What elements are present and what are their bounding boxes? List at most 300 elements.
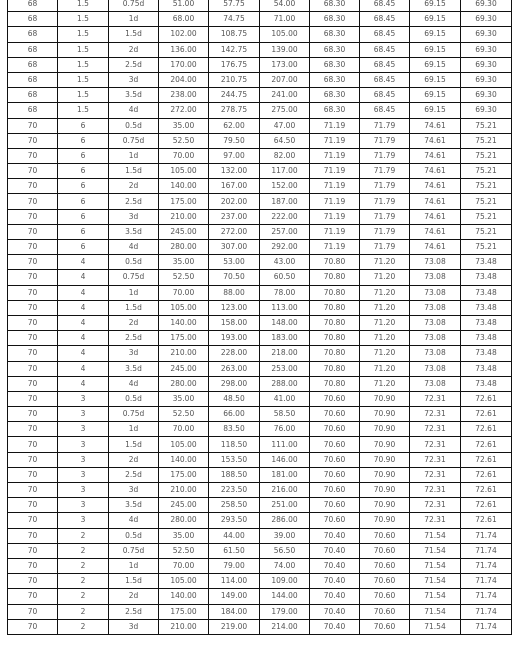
table-cell: 3d xyxy=(109,346,159,361)
table-cell: 71.74 xyxy=(461,589,512,604)
table-cell: 228.00 xyxy=(209,346,260,361)
table-cell: 218.00 xyxy=(260,346,310,361)
table-cell: 70.80 xyxy=(310,255,360,270)
table-cell: 70.60 xyxy=(310,513,360,528)
table-cell: 288.00 xyxy=(260,376,310,391)
table-cell: 1d xyxy=(109,558,159,573)
table-cell: 71.19 xyxy=(310,209,360,224)
table-cell: 74.61 xyxy=(410,179,461,194)
table-cell: 68 xyxy=(8,103,58,118)
table-cell: 193.00 xyxy=(209,331,260,346)
table-cell: 41.00 xyxy=(260,391,310,406)
table-cell: 70.80 xyxy=(310,361,360,376)
table-cell: 70.60 xyxy=(310,483,360,498)
table-cell: 2 xyxy=(58,558,109,573)
table-cell: 74.61 xyxy=(410,164,461,179)
table-cell: 70.40 xyxy=(310,528,360,543)
table-cell: 298.00 xyxy=(209,376,260,391)
table-cell: 3 xyxy=(58,483,109,498)
table-cell: 71.20 xyxy=(360,361,410,376)
table-cell: 73.08 xyxy=(410,285,461,300)
table-cell: 68.30 xyxy=(310,0,360,12)
table-cell: 3 xyxy=(58,513,109,528)
table-cell: 280.00 xyxy=(159,376,209,391)
table-cell: 70 xyxy=(8,558,58,573)
table-row xyxy=(8,528,512,543)
table-cell: 105.00 xyxy=(159,164,209,179)
table-cell: 79.00 xyxy=(209,558,260,573)
table-row xyxy=(8,255,512,270)
table-cell: 72.61 xyxy=(461,483,512,498)
table-cell: 73.08 xyxy=(410,300,461,315)
table-cell: 184.00 xyxy=(209,604,260,619)
table-cell: 72.31 xyxy=(410,483,461,498)
table-cell: 69.30 xyxy=(461,42,512,57)
table-cell: 71.19 xyxy=(310,118,360,133)
table-cell: 35.00 xyxy=(159,118,209,133)
table-cell: 70.60 xyxy=(310,422,360,437)
table-cell: 4d xyxy=(109,376,159,391)
table-cell: 71.20 xyxy=(360,285,410,300)
table-cell: 140.00 xyxy=(159,452,209,467)
table-cell: 69.15 xyxy=(410,103,461,118)
table-cell: 73.48 xyxy=(461,376,512,391)
table-row xyxy=(8,240,512,255)
table-cell: 70.40 xyxy=(310,604,360,619)
table-cell: 3 xyxy=(58,437,109,452)
table-cell: 0.75d xyxy=(109,133,159,148)
table-cell: 66.00 xyxy=(209,407,260,422)
table-cell: 3 xyxy=(58,498,109,513)
table-cell: 71.54 xyxy=(410,619,461,634)
table-cell: 71.79 xyxy=(360,164,410,179)
table-row xyxy=(8,483,512,498)
table-cell: 1.5 xyxy=(58,12,109,27)
table-cell: 73.08 xyxy=(410,270,461,285)
table-cell: 71.19 xyxy=(310,179,360,194)
table-cell: 70 xyxy=(8,498,58,513)
table-cell: 71.19 xyxy=(310,148,360,163)
table-cell: 69.15 xyxy=(410,12,461,27)
table-row xyxy=(8,346,512,361)
table-cell: 6 xyxy=(58,148,109,163)
table-cell: 70 xyxy=(8,604,58,619)
table-cell: 253.00 xyxy=(260,361,310,376)
table-cell: 170.00 xyxy=(159,57,209,72)
table-cell: 144.00 xyxy=(260,589,310,604)
table-cell: 70 xyxy=(8,179,58,194)
table-cell: 6 xyxy=(58,118,109,133)
table-cell: 64.50 xyxy=(260,133,310,148)
table-cell: 6 xyxy=(58,179,109,194)
table-cell: 2 xyxy=(58,528,109,543)
table-cell: 73.08 xyxy=(410,255,461,270)
table-cell: 73.48 xyxy=(461,255,512,270)
table-cell: 1.5d xyxy=(109,300,159,315)
table-cell: 74.61 xyxy=(410,194,461,209)
table-cell: 71.19 xyxy=(310,194,360,209)
table-cell: 70 xyxy=(8,118,58,133)
table-cell: 237.00 xyxy=(209,209,260,224)
table-cell: 3d xyxy=(109,619,159,634)
table-cell: 70.80 xyxy=(310,270,360,285)
table-cell: 72.31 xyxy=(410,407,461,422)
table-cell: 210.00 xyxy=(159,483,209,498)
table-cell: 68.30 xyxy=(310,12,360,27)
table-cell: 68 xyxy=(8,27,58,42)
table-cell: 4 xyxy=(58,331,109,346)
table-cell: 2 xyxy=(58,604,109,619)
table-cell: 75.21 xyxy=(461,179,512,194)
table-cell: 68 xyxy=(8,0,58,12)
table-cell: 73.08 xyxy=(410,315,461,330)
table-cell: 70.40 xyxy=(310,589,360,604)
table-cell: 71.74 xyxy=(461,604,512,619)
table-row xyxy=(8,209,512,224)
table-cell: 74.61 xyxy=(410,133,461,148)
table-cell: 68.30 xyxy=(310,88,360,103)
table-cell: 210.00 xyxy=(159,209,209,224)
table-cell: 70 xyxy=(8,315,58,330)
table-cell: 2.5d xyxy=(109,604,159,619)
table-cell: 68.30 xyxy=(310,72,360,87)
table-cell: 51.00 xyxy=(159,0,209,12)
table-cell: 70.50 xyxy=(209,270,260,285)
table-cell: 3d xyxy=(109,483,159,498)
table-cell: 214.00 xyxy=(260,619,310,634)
table-cell: 68.30 xyxy=(310,103,360,118)
table-cell: 2d xyxy=(109,179,159,194)
table-cell: 73.48 xyxy=(461,331,512,346)
table-cell: 2d xyxy=(109,42,159,57)
table-cell: 3 xyxy=(58,467,109,482)
table-cell: 118.50 xyxy=(209,437,260,452)
table-cell: 280.00 xyxy=(159,240,209,255)
table-cell: 71.74 xyxy=(461,558,512,573)
table-cell: 70.00 xyxy=(159,148,209,163)
table-cell: 175.00 xyxy=(159,194,209,209)
table-cell: 75.21 xyxy=(461,133,512,148)
table-cell: 293.50 xyxy=(209,513,260,528)
table-row xyxy=(8,558,512,573)
table-cell: 70 xyxy=(8,148,58,163)
table-row xyxy=(8,12,512,27)
table-row xyxy=(8,467,512,482)
table-cell: 1.5 xyxy=(58,57,109,72)
table-cell: 257.00 xyxy=(260,224,310,239)
table-cell: 71.54 xyxy=(410,589,461,604)
table-cell: 71.20 xyxy=(360,376,410,391)
table-cell: 2d xyxy=(109,589,159,604)
table-cell: 72.61 xyxy=(461,452,512,467)
table-cell: 71.79 xyxy=(360,148,410,163)
table-cell: 57.75 xyxy=(209,0,260,12)
table-cell: 70 xyxy=(8,133,58,148)
table-cell: 72.61 xyxy=(461,422,512,437)
table-cell: 70.80 xyxy=(310,331,360,346)
table-cell: 70.80 xyxy=(310,315,360,330)
table-cell: 68 xyxy=(8,72,58,87)
table-cell: 69.15 xyxy=(410,57,461,72)
table-cell: 71.20 xyxy=(360,255,410,270)
table-cell: 68.30 xyxy=(310,57,360,72)
table-cell: 210.00 xyxy=(159,619,209,634)
table-cell: 70.00 xyxy=(159,285,209,300)
table-cell: 70 xyxy=(8,255,58,270)
table-cell: 70 xyxy=(8,422,58,437)
table-cell: 70.00 xyxy=(159,422,209,437)
table-cell: 140.00 xyxy=(159,179,209,194)
table-cell: 152.00 xyxy=(260,179,310,194)
table-cell: 4 xyxy=(58,361,109,376)
table-cell: 136.00 xyxy=(159,42,209,57)
table-cell: 74.61 xyxy=(410,118,461,133)
table-cell: 70.60 xyxy=(310,407,360,422)
table-cell: 68.45 xyxy=(360,12,410,27)
table-cell: 70.80 xyxy=(310,346,360,361)
table-cell: 72.61 xyxy=(461,407,512,422)
table-cell: 70.40 xyxy=(310,574,360,589)
table-cell: 139.00 xyxy=(260,42,310,57)
table-cell: 75.21 xyxy=(461,209,512,224)
table-body xyxy=(8,0,512,634)
table-cell: 202.00 xyxy=(209,194,260,209)
table-cell: 113.00 xyxy=(260,300,310,315)
table-cell: 70.60 xyxy=(310,452,360,467)
table-cell: 4 xyxy=(58,300,109,315)
table-row xyxy=(8,270,512,285)
table-cell: 1.5 xyxy=(58,0,109,12)
table-cell: 74.61 xyxy=(410,224,461,239)
table-cell: 307.00 xyxy=(209,240,260,255)
table-cell: 82.00 xyxy=(260,148,310,163)
table-cell: 70 xyxy=(8,452,58,467)
table-cell: 2 xyxy=(58,574,109,589)
table-row xyxy=(8,164,512,179)
table-cell: 2.5d xyxy=(109,331,159,346)
table-row xyxy=(8,407,512,422)
table-cell: 68.45 xyxy=(360,88,410,103)
table-cell: 3d xyxy=(109,72,159,87)
table-cell: 68 xyxy=(8,42,58,57)
table-cell: 3.5d xyxy=(109,88,159,103)
table-cell: 70 xyxy=(8,164,58,179)
table-row xyxy=(8,619,512,634)
table-cell: 73.48 xyxy=(461,285,512,300)
table-cell: 71.19 xyxy=(310,133,360,148)
table-row xyxy=(8,437,512,452)
table-cell: 70.60 xyxy=(310,391,360,406)
table-cell: 72.31 xyxy=(410,437,461,452)
table-cell: 1.5d xyxy=(109,574,159,589)
table-cell: 219.00 xyxy=(209,619,260,634)
table-cell: 1.5d xyxy=(109,27,159,42)
table-cell: 53.00 xyxy=(209,255,260,270)
table-cell: 70 xyxy=(8,240,58,255)
table-cell: 70.90 xyxy=(360,467,410,482)
table-cell: 108.75 xyxy=(209,27,260,42)
table-cell: 4 xyxy=(58,315,109,330)
table-cell: 158.00 xyxy=(209,315,260,330)
table-cell: 68.00 xyxy=(159,12,209,27)
table-row xyxy=(8,376,512,391)
table-cell: 70.00 xyxy=(159,558,209,573)
table-cell: 238.00 xyxy=(159,88,209,103)
table-cell: 71.54 xyxy=(410,543,461,558)
table-cell: 286.00 xyxy=(260,513,310,528)
table-cell: 117.00 xyxy=(260,164,310,179)
table-cell: 72.61 xyxy=(461,467,512,482)
table-cell: 6 xyxy=(58,224,109,239)
table-cell: 3 xyxy=(58,407,109,422)
table-cell: 1.5 xyxy=(58,103,109,118)
table-cell: 71.20 xyxy=(360,315,410,330)
table-cell: 70.90 xyxy=(360,391,410,406)
table-cell: 73.48 xyxy=(461,315,512,330)
table-cell: 70 xyxy=(8,346,58,361)
table-cell: 4d xyxy=(109,103,159,118)
table-cell: 175.00 xyxy=(159,331,209,346)
table-cell: 70 xyxy=(8,513,58,528)
table-cell: 222.00 xyxy=(260,209,310,224)
table-cell: 71.19 xyxy=(310,224,360,239)
table-cell: 70 xyxy=(8,437,58,452)
table-cell: 71.00 xyxy=(260,12,310,27)
table-cell: 105.00 xyxy=(159,574,209,589)
table-cell: 153.50 xyxy=(209,452,260,467)
table-cell: 149.00 xyxy=(209,589,260,604)
table-cell: 0.75d xyxy=(109,543,159,558)
table-row xyxy=(8,331,512,346)
table-cell: 0.75d xyxy=(109,270,159,285)
table-cell: 183.00 xyxy=(260,331,310,346)
table-cell: 1.5 xyxy=(58,72,109,87)
table-cell: 68.30 xyxy=(310,42,360,57)
table-row xyxy=(8,391,512,406)
table-cell: 146.00 xyxy=(260,452,310,467)
table-cell: 70.80 xyxy=(310,376,360,391)
table-cell: 56.50 xyxy=(260,543,310,558)
table-cell: 73.48 xyxy=(461,300,512,315)
table-cell: 2.5d xyxy=(109,194,159,209)
table-cell: 73.08 xyxy=(410,331,461,346)
table-cell: 69.15 xyxy=(410,72,461,87)
table-cell: 1d xyxy=(109,422,159,437)
table-cell: 1.5 xyxy=(58,42,109,57)
table-cell: 70 xyxy=(8,483,58,498)
table-row xyxy=(8,422,512,437)
table-cell: 216.00 xyxy=(260,483,310,498)
table-cell: 75.21 xyxy=(461,164,512,179)
table-cell: 272.00 xyxy=(209,224,260,239)
table-cell: 70 xyxy=(8,224,58,239)
table-cell: 71.54 xyxy=(410,528,461,543)
table-cell: 72.31 xyxy=(410,498,461,513)
table-cell: 175.00 xyxy=(159,467,209,482)
table-cell: 3.5d xyxy=(109,224,159,239)
table-row xyxy=(8,103,512,118)
table-cell: 70.60 xyxy=(310,467,360,482)
table-cell: 251.00 xyxy=(260,498,310,513)
table-cell: 71.74 xyxy=(461,619,512,634)
table-row xyxy=(8,194,512,209)
table-cell: 69.30 xyxy=(461,0,512,12)
table-cell: 43.00 xyxy=(260,255,310,270)
table-row xyxy=(8,604,512,619)
table-row xyxy=(8,118,512,133)
table-cell: 70.90 xyxy=(360,498,410,513)
table-cell: 70.90 xyxy=(360,437,410,452)
table-cell: 70.80 xyxy=(310,300,360,315)
table-cell: 245.00 xyxy=(159,224,209,239)
table-cell: 71.20 xyxy=(360,346,410,361)
table-row xyxy=(8,300,512,315)
table-cell: 52.50 xyxy=(159,543,209,558)
table-cell: 3 xyxy=(58,391,109,406)
table-cell: 70 xyxy=(8,270,58,285)
table-cell: 70 xyxy=(8,391,58,406)
table-cell: 74.61 xyxy=(410,209,461,224)
table-cell: 68.45 xyxy=(360,0,410,12)
table-cell: 70 xyxy=(8,574,58,589)
table-cell: 71.79 xyxy=(360,133,410,148)
table-cell: 179.00 xyxy=(260,604,310,619)
table-cell: 35.00 xyxy=(159,255,209,270)
table-cell: 97.00 xyxy=(209,148,260,163)
table-cell: 0.5d xyxy=(109,391,159,406)
table-cell: 70 xyxy=(8,467,58,482)
table-cell: 68 xyxy=(8,12,58,27)
table-cell: 35.00 xyxy=(159,528,209,543)
table-cell: 70 xyxy=(8,331,58,346)
table-cell: 187.00 xyxy=(260,194,310,209)
table-cell: 140.00 xyxy=(159,315,209,330)
table-cell: 71.74 xyxy=(461,574,512,589)
table-cell: 70.40 xyxy=(310,543,360,558)
table-row xyxy=(8,179,512,194)
table-cell: 0.75d xyxy=(109,0,159,12)
table-cell: 245.00 xyxy=(159,498,209,513)
table-row xyxy=(8,72,512,87)
table-cell: 68 xyxy=(8,88,58,103)
table-cell: 70.80 xyxy=(310,285,360,300)
table-cell: 68.45 xyxy=(360,27,410,42)
table-cell: 75.21 xyxy=(461,224,512,239)
table-cell: 3.5d xyxy=(109,498,159,513)
table-row xyxy=(8,513,512,528)
table-cell: 70.60 xyxy=(360,604,410,619)
table-cell: 62.00 xyxy=(209,118,260,133)
table-cell: 70.90 xyxy=(360,407,410,422)
table-row xyxy=(8,543,512,558)
table-cell: 71.19 xyxy=(310,164,360,179)
table-cell: 74.00 xyxy=(260,558,310,573)
table-row xyxy=(8,0,512,12)
table-cell: 73.48 xyxy=(461,346,512,361)
table-cell: 70 xyxy=(8,589,58,604)
table-cell: 88.00 xyxy=(209,285,260,300)
table-cell: 2d xyxy=(109,315,159,330)
table-cell: 71.79 xyxy=(360,118,410,133)
table-row xyxy=(8,315,512,330)
table-cell: 70.90 xyxy=(360,513,410,528)
table-cell: 280.00 xyxy=(159,513,209,528)
table-cell: 69.30 xyxy=(461,27,512,42)
table-cell: 71.79 xyxy=(360,194,410,209)
table-cell: 73.48 xyxy=(461,361,512,376)
table-cell: 72.61 xyxy=(461,498,512,513)
table-cell: 72.31 xyxy=(410,391,461,406)
